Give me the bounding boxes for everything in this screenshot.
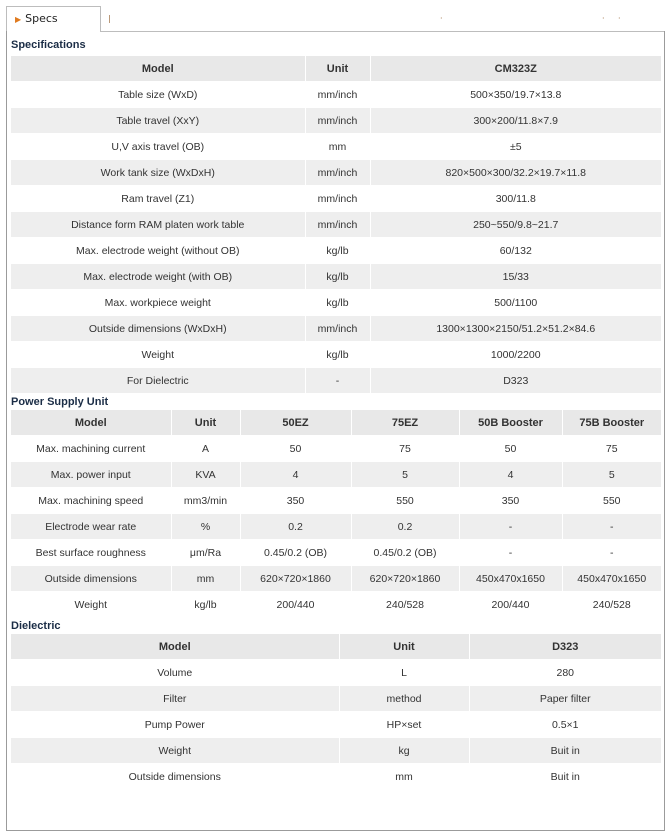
column-header: Model xyxy=(11,410,171,436)
column-header: 75B Booster xyxy=(562,410,661,436)
specifications-table xyxy=(11,56,661,394)
table-row xyxy=(11,566,661,592)
table-cell: 1300×1300×2150/51.2×51.2×84.6 xyxy=(370,316,661,342)
table-cell: mm/inch xyxy=(305,160,370,186)
column-header: Model xyxy=(11,56,305,82)
table-cell: Buit in xyxy=(469,738,661,764)
column-header: 50EZ xyxy=(240,410,351,436)
table-header-row xyxy=(11,410,661,436)
caret-right-icon: ▶ xyxy=(15,15,22,24)
table-header-row xyxy=(11,634,661,660)
table-cell: - xyxy=(562,540,661,566)
table-row xyxy=(11,212,661,238)
row-label: Weight xyxy=(11,738,339,764)
column-header: Unit xyxy=(339,634,469,660)
table-cell: 75 xyxy=(351,436,459,462)
table-cell: method xyxy=(339,686,469,712)
row-label: Volume xyxy=(11,660,339,686)
table-cell: 280 xyxy=(469,660,661,686)
row-label: Outside dimensions xyxy=(11,566,171,592)
table-cell: 500/1100 xyxy=(370,290,661,316)
table-row xyxy=(11,186,661,212)
row-label: Max. power input xyxy=(11,462,171,488)
table-row xyxy=(11,738,661,764)
table-row xyxy=(11,238,661,264)
column-header: 50B Booster xyxy=(459,410,562,436)
table-cell: 300×200/11.8×7.9 xyxy=(370,108,661,134)
column-header: CM323Z xyxy=(370,56,661,82)
table-cell: Paper filter xyxy=(469,686,661,712)
row-label: Max. electrode weight (without OB) xyxy=(11,238,305,264)
table-cell: - xyxy=(459,514,562,540)
table-cell: L xyxy=(339,660,469,686)
table-row xyxy=(11,134,661,160)
power-supply-table xyxy=(11,410,661,618)
table-cell: 240/528 xyxy=(351,592,459,618)
table-cell: kg/lb xyxy=(305,264,370,290)
table-cell: - xyxy=(305,368,370,394)
table-cell: 250~550/9.8~21.7 xyxy=(370,212,661,238)
row-label: Pump Power xyxy=(11,712,339,738)
table-cell: 450x470x1650 xyxy=(459,566,562,592)
table-cell: mm xyxy=(171,566,240,592)
table-cell: 350 xyxy=(240,488,351,514)
row-label: U,V axis travel (OB) xyxy=(11,134,305,160)
table-cell: 0.2 xyxy=(240,514,351,540)
table-cell: - xyxy=(562,514,661,540)
row-label: Distance form RAM platen work table xyxy=(11,212,305,238)
section-title-power-supply: Power Supply Unit xyxy=(11,396,109,408)
table-header-row xyxy=(11,56,661,82)
table-cell: 240/528 xyxy=(562,592,661,618)
column-header: Model xyxy=(11,634,339,660)
table-cell: 550 xyxy=(562,488,661,514)
table-row xyxy=(11,592,661,618)
row-label: Max. machining current xyxy=(11,436,171,462)
column-header: D323 xyxy=(469,634,661,660)
table-row xyxy=(11,342,661,368)
table-cell: 60/132 xyxy=(370,238,661,264)
table-cell: 200/440 xyxy=(459,592,562,618)
table-cell: mm/inch xyxy=(305,82,370,108)
row-label: Work tank size (WxDxH) xyxy=(11,160,305,186)
tab-mark-icon: | xyxy=(108,14,111,23)
table-cell: kg/lb xyxy=(305,238,370,264)
table-cell: 500×350/19.7×13.8 xyxy=(370,82,661,108)
column-header: Unit xyxy=(305,56,370,82)
row-label: Filter xyxy=(11,686,339,712)
table-cell: 1000/2200 xyxy=(370,342,661,368)
tab-mark-icon: · xyxy=(618,14,621,23)
table-cell: Buit in xyxy=(469,764,661,790)
table-cell: kg xyxy=(339,738,469,764)
table-cell: 4 xyxy=(240,462,351,488)
table-cell: 5 xyxy=(562,462,661,488)
table-row xyxy=(11,686,661,712)
table-row xyxy=(11,160,661,186)
table-row xyxy=(11,368,661,394)
row-label: Best surface roughness xyxy=(11,540,171,566)
tab-label: Specs xyxy=(25,12,58,25)
tab-bar xyxy=(0,0,670,32)
tab-mark-icon: · xyxy=(440,14,443,23)
row-label: Outside dimensions (WxDxH) xyxy=(11,316,305,342)
table-cell: 550 xyxy=(351,488,459,514)
section-title-dielectric: Dielectric xyxy=(11,620,61,632)
row-label: Electrode wear rate xyxy=(11,514,171,540)
row-label: Ram travel (Z1) xyxy=(11,186,305,212)
column-header: Unit xyxy=(171,410,240,436)
row-label: Max. machining speed xyxy=(11,488,171,514)
table-cell: 4 xyxy=(459,462,562,488)
table-cell: 620×720×1860 xyxy=(240,566,351,592)
table-cell: 300/11.8 xyxy=(370,186,661,212)
table-cell: μm/Ra xyxy=(171,540,240,566)
table-cell: % xyxy=(171,514,240,540)
table-cell: D323 xyxy=(370,368,661,394)
table-cell: 820×500×300/32.2×19.7×11.8 xyxy=(370,160,661,186)
table-cell: kg/lb xyxy=(305,290,370,316)
table-cell: 0.2 xyxy=(351,514,459,540)
table-cell: 450x470x1650 xyxy=(562,566,661,592)
row-label: Weight xyxy=(11,342,305,368)
table-cell: 15/33 xyxy=(370,264,661,290)
dielectric-table xyxy=(11,634,661,790)
table-cell: - xyxy=(459,540,562,566)
table-cell: KVA xyxy=(171,462,240,488)
column-header: 75EZ xyxy=(351,410,459,436)
table-row xyxy=(11,660,661,686)
table-cell: mm/inch xyxy=(305,212,370,238)
table-row xyxy=(11,462,661,488)
table-cell: mm/inch xyxy=(305,316,370,342)
tab-mark-icon: · xyxy=(602,14,605,23)
row-label: Outside dimensions xyxy=(11,764,339,790)
row-label: Max. electrode weight (with OB) xyxy=(11,264,305,290)
row-label: Table travel (XxY) xyxy=(11,108,305,134)
table-row xyxy=(11,514,661,540)
table-cell: 0.5×1 xyxy=(469,712,661,738)
table-cell: 5 xyxy=(351,462,459,488)
table-cell: mm/inch xyxy=(305,186,370,212)
table-cell: mm xyxy=(305,134,370,160)
table-cell: 0.45/0.2 (OB) xyxy=(240,540,351,566)
row-label: Table size (WxD) xyxy=(11,82,305,108)
table-row xyxy=(11,540,661,566)
row-label: Max. workpiece weight xyxy=(11,290,305,316)
table-cell: kg/lb xyxy=(305,342,370,368)
table-row xyxy=(11,316,661,342)
table-cell: 350 xyxy=(459,488,562,514)
table-row xyxy=(11,764,661,790)
table-row xyxy=(11,264,661,290)
row-label: For Dielectric xyxy=(11,368,305,394)
table-row xyxy=(11,290,661,316)
table-cell: A xyxy=(171,436,240,462)
table-row xyxy=(11,488,661,514)
table-cell: ±5 xyxy=(370,134,661,160)
table-cell: mm3/min xyxy=(171,488,240,514)
table-cell: 200/440 xyxy=(240,592,351,618)
table-cell: 50 xyxy=(459,436,562,462)
row-label: Weight xyxy=(11,592,171,618)
table-row xyxy=(11,82,661,108)
table-cell: 620×720×1860 xyxy=(351,566,459,592)
table-row xyxy=(11,712,661,738)
table-cell: 50 xyxy=(240,436,351,462)
table-cell: 75 xyxy=(562,436,661,462)
section-title-specifications: Specifications xyxy=(11,39,86,51)
table-cell: kg/lb xyxy=(171,592,240,618)
table-cell: HP×set xyxy=(339,712,469,738)
table-row xyxy=(11,436,661,462)
tab-specs[interactable] xyxy=(6,6,101,32)
table-cell: 0.45/0.2 (OB) xyxy=(351,540,459,566)
table-cell: mm xyxy=(339,764,469,790)
table-cell: mm/inch xyxy=(305,108,370,134)
table-row xyxy=(11,108,661,134)
